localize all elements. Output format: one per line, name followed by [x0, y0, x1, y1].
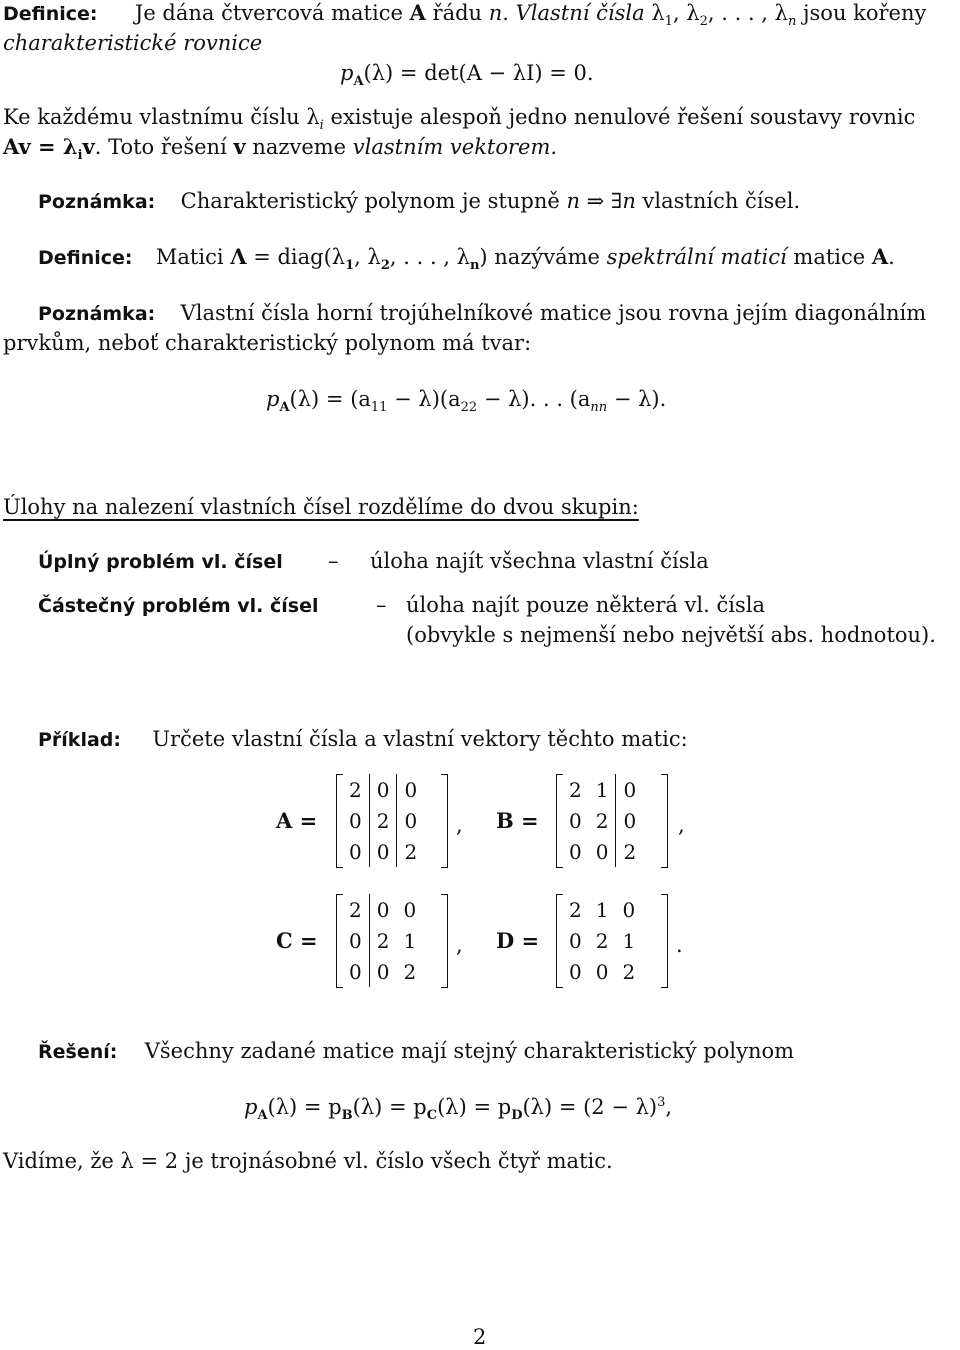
- example-label: Příklad:: [38, 729, 121, 751]
- note-1: Poznámka: Charakteristický polynom je stupně n ⇒ ∃n vlastních čísel.: [38, 189, 801, 213]
- matrix-a: 2 0 0 0 2 0 0 0 2: [336, 774, 448, 868]
- page-number: 2: [473, 1325, 487, 1349]
- definition-2: Definice: Matici $\Lambda = diag(\lambda_1$, $\lambda_2$, . . . , $\lambda_n$) nazýváme spektrální maticí matice A.: [38, 244, 895, 274]
- solution-label: Řešení:: [38, 1041, 118, 1063]
- matrix-bracket-left: [336, 894, 343, 988]
- full-problem-label: Úplný problém vl. čísel: [38, 551, 283, 573]
- matrix-c: 2 0 0 0 2 1 0 0 2: [336, 894, 448, 988]
- partial-problem-label: Částečný problém vl. čísel: [38, 595, 319, 617]
- lambda-list: $\lambda_1$, $\lambda_2$, . . . , $\lambda_n$: [644, 1, 797, 30]
- paragraph-eigenvector-line2: $Av = \lambda_iv$. Toto řešení v nazveme vlastním vektorem.: [3, 134, 558, 164]
- matrix-c-name: C =: [276, 928, 318, 953]
- solution-line: Řešení: Všechny zadané matice mají stejný charakteristický polynom: [38, 1039, 795, 1063]
- full-problem-text: úloha najít všechna vlastní čísla: [370, 549, 709, 573]
- matrix-bracket-right: [661, 774, 668, 868]
- note-label: Poznámka:: [38, 191, 156, 213]
- comma: ,: [456, 813, 463, 837]
- full-problem-dash: –: [328, 549, 339, 573]
- definition-1-line2: charakteristické rovnice: [3, 31, 263, 55]
- matrix-bracket-right: [441, 894, 448, 988]
- triangular-polynomial: $p_A(\lambda) = (a_{11} - \lambda)(a_{22} - \lambda)$. . . $(a_{nn} - \lambda)$.: [266, 387, 667, 416]
- period: .: [676, 933, 683, 957]
- matrix-bracket-right: [661, 894, 668, 988]
- partial-problem-dash: –: [376, 593, 387, 617]
- paragraph-eigenvector-line1: Ke každému vlastnímu číslu $\lambda_i$ existuje alespoň jedno nenulové řešení soustavy rovnic: [3, 105, 916, 134]
- partial-problem-text: úloha najít pouze některá vl. čísla: [406, 593, 765, 617]
- common-polynomial: $p_A(\lambda) = p_B(\lambda) = p_C(\lambda) = p_D(\lambda) = (2 - \lambda)^3$,: [244, 1095, 673, 1124]
- groups-intro: Úlohy na nalezení vlastních čísel rozdělíme do dvou skupin:: [3, 495, 639, 519]
- matrix-bracket-left: [556, 774, 563, 868]
- example-line: Příklad: Určete vlastní čísla a vlastní vektory těchto matic:: [38, 727, 688, 751]
- matrix-b: 2 1 0 0 2 0 0 0 2: [556, 774, 668, 868]
- note-2-line1: Poznámka: Vlastní čísla horní trojúhelníkové matice jsou rovna jejím diagonálním: [38, 301, 927, 325]
- matrix-bracket-right: [441, 774, 448, 868]
- matrix-bracket-left: [336, 774, 343, 868]
- matrix-b-name: B =: [496, 808, 539, 833]
- comma: ,: [678, 813, 685, 837]
- definition-label: Definice:: [38, 247, 133, 269]
- conclusion: Vidíme, že λ = 2 je trojnásobné vl. číslo všech čtyř matic.: [3, 1149, 613, 1173]
- partial-problem-text-2: (obvykle s nejmenší nebo největší abs. hodnotou).: [406, 623, 936, 647]
- definition-label: Definice:: [3, 3, 98, 25]
- comma: ,: [456, 933, 463, 957]
- eigenvalues-term: Vlastní čísla: [515, 1, 645, 25]
- matrix-a-name: A =: [276, 808, 318, 833]
- note-label: Poznámka:: [38, 303, 156, 325]
- characteristic-equation: $p_A(\lambda) = \det(A - \lambda I) = 0$.: [340, 61, 594, 90]
- note-2-line2: prvkům, neboť charakteristický polynom má tvar:: [3, 331, 532, 355]
- matrix-d-name: D =: [496, 928, 540, 953]
- matrix-d: 2 1 0 0 2 1 0 0 2: [556, 894, 668, 988]
- matrix-bracket-left: [556, 894, 563, 988]
- definition-1-line1: Definice: Je dána čtvercová matice A řádu n. Vlastní čísla $\lambda_1$, $\lambda_2$, . . . , $\lambda_n$ jsou kořeny: [3, 0, 927, 30]
